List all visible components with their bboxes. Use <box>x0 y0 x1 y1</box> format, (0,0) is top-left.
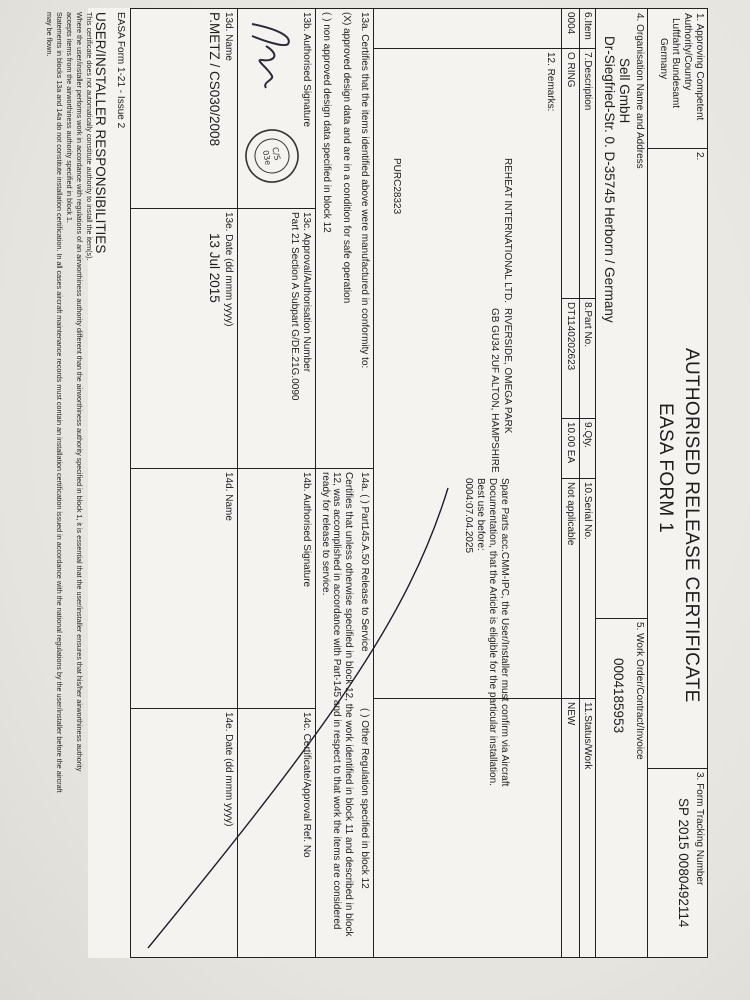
user-responsibilities-title: USER/INSTALLER RESPONSIBILITIES <box>93 12 108 254</box>
item-row-item: 0004 <box>565 12 576 35</box>
col-description-header: 7.Description <box>582 52 593 111</box>
item-row-description: O RING <box>565 52 576 88</box>
block1-authority: Luftfahrt Bundesamt <box>670 18 681 109</box>
block13c-label: 13c. Approval/Authorisation Number <box>301 212 312 373</box>
user-responsibilities-line-4: Statements in blocks 13a and 14a do not constitute installation certification. In all cases aircraft maintenance records must contain an installation certification issued in accordance with the national regulations by the user/installer before the aircraft <box>55 12 64 793</box>
col-part-no-header: 8.Part No. <box>582 302 593 348</box>
item-row-serial: Not applicable <box>565 482 576 546</box>
block4-label: 4. Organisation Name and Address <box>634 13 645 169</box>
block14c-label: 14c. Certificate/Approval Ref. No <box>301 712 312 858</box>
form-title: AUTHORISED RELEASE CERTIFICATE <box>681 348 702 703</box>
block13b-label: 13b. Authorised Signature <box>301 12 312 128</box>
block13-approved-option: (X) approved design data and are in a condition for safe operation <box>341 12 352 304</box>
block12-reference: PURC28323 <box>391 158 402 215</box>
block12-best-use-date: 0004:07.04.2025 <box>463 478 474 554</box>
item-row-part-no: DT1140202623 <box>565 302 576 371</box>
block12-spare-parts-note: Spare Parts acc.CMM-IPC, the User/Installer must confirm via Aircraft <box>499 478 510 787</box>
block12-company: REHEAT INTERNATIONAL LTD. <box>502 158 513 304</box>
col-serial-header: 10.Serial No. <box>582 482 593 540</box>
block13a-text: 13a. Certifies that the items identified above were manufactured in conformity to: <box>359 12 370 369</box>
easa-form-1 <box>45 8 708 958</box>
authorised-signature <box>240 16 302 206</box>
col-status-header: 11.Status/Work <box>582 702 593 770</box>
block3-tracking-number: SP 2015 0080492114 <box>676 798 691 928</box>
block12-address-2: GB GU34 2UF ALTON, HAMPSHIRE <box>489 308 500 473</box>
block14a-other-regulation: ( ) Other Regulation specified in block 12 <box>359 708 370 889</box>
block1-label: 1. Approving Competent <box>694 13 705 121</box>
block13d-name: P.METZ / CS030/2008 <box>207 12 222 147</box>
block13-non-approved-option: ( ) non approved design data specified in block 12 <box>321 12 332 233</box>
block14a-text: 14a. ( ) Part145.A.50 Release to Service <box>359 472 370 652</box>
block4-org-name: Sell GmbH <box>617 58 632 124</box>
user-responsibilities-line-2: Where the user/installer performs work in accordance with regulations of an airworthiness authority different than the airworthiness authority specified in block 1, it is essential that the user/installer ensures that his/her airworthiness authority <box>75 12 84 772</box>
block14-certification-text: Certifies that unless otherwise specified in block 12, the work identified in block 11 and described in block 12, was accomplished in accordance with Part-145 and in respect to that work the items are considered ready for release to service. <box>320 472 354 937</box>
block13d-label: 13d. Name <box>223 12 234 61</box>
block5-label: 5. Work Order/Contract/Invoice <box>634 622 645 760</box>
svg-text:C/S: C/S <box>270 146 282 162</box>
form-issue: EASA Form 1-21 - Issue 2 <box>115 12 126 129</box>
user-responsibilities-line-1: This certificate does not automatically constitute authority to install the item(s). <box>85 12 94 261</box>
block13c-approval-number: Part 21 Section A Subpart G/DE.21G.0090 <box>289 212 300 401</box>
block4-org-address: Dr-Siegfried-Str. 0. D-35745 Herborn / Germany <box>602 36 617 323</box>
block1-label-2: Authority/Country <box>682 13 693 91</box>
block14e-label: 14e. Date (dd mmm yyyy) <box>223 712 234 827</box>
cancellation-line <box>128 468 468 958</box>
block13e-label: 13e. Date (dd mmm yyyy) <box>223 212 234 327</box>
svg-text:03e: 03e <box>260 149 273 167</box>
user-responsibilities-line-3: accepts items from the airworthiness authority specified in block 1. <box>65 12 74 223</box>
col-item-header: 6.Item <box>582 12 593 40</box>
col-qty-header: 9.Qty. <box>582 422 593 448</box>
block14d-label: 14d. Name <box>223 472 234 521</box>
form-subtitle: EASA FORM 1 <box>655 403 676 534</box>
item-row-qty: 10.00 EA <box>565 422 576 464</box>
block14b-label: 14b. Authorised Signature <box>301 472 312 588</box>
block13e-date: 13 Jul 2015 <box>207 233 222 303</box>
user-responsibilities-line-5: may be flown. <box>45 12 54 57</box>
item-row-status: NEW <box>565 702 576 726</box>
block5-work-order: 0004185953 <box>611 658 626 734</box>
block12-best-use-label: Best use before: <box>475 478 486 551</box>
block12-address-1: RIVERSIDE, OMEGA PARK <box>502 308 513 434</box>
company-stamp <box>241 125 302 187</box>
block3-label: 3. Form Tracking Number <box>694 772 705 886</box>
block2-label: 2. <box>694 152 705 161</box>
block12-label: 12. Remarks: <box>545 52 556 112</box>
block1-country: Germany <box>658 38 669 80</box>
block12-documentation-note: Documentation, that the Article is eligible for the particular installation. <box>487 478 498 786</box>
